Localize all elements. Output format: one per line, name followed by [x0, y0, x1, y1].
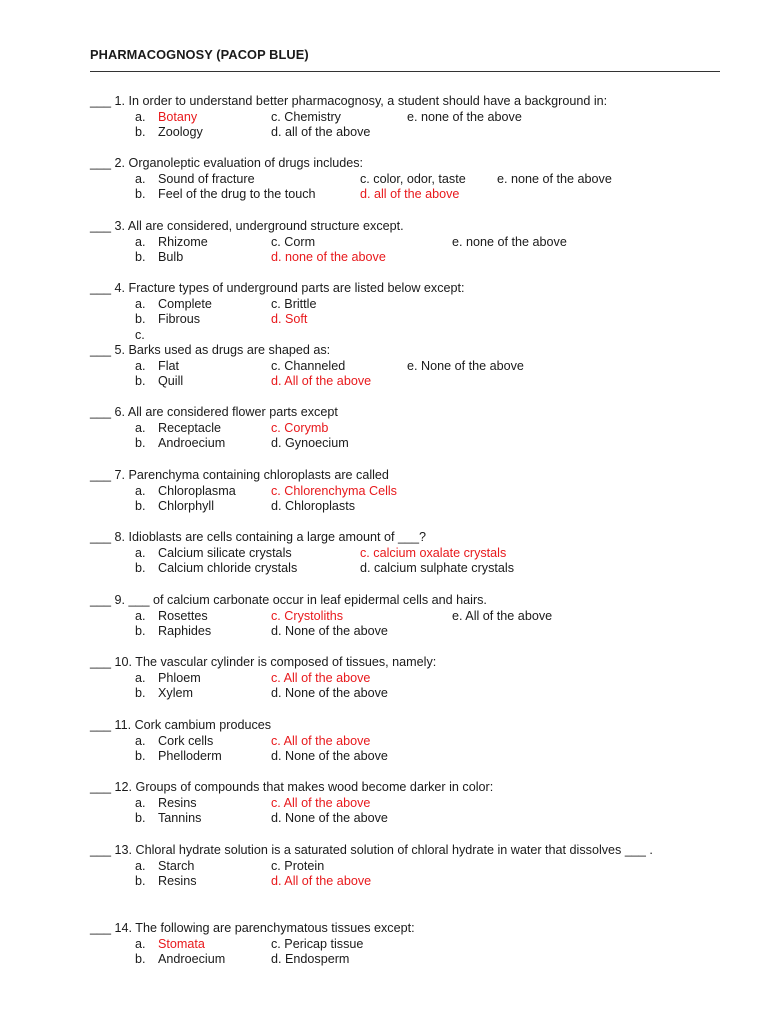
answer-blank: ___	[90, 219, 112, 233]
choice-letter: a.	[135, 483, 146, 498]
question-stem	[90, 780, 730, 796]
correct-answer: Stomata	[158, 936, 205, 951]
choice-option: c. Chemistry	[271, 109, 341, 124]
answer-blank: ___	[90, 780, 112, 794]
choice-row	[90, 297, 730, 313]
choice-option: Rhizome	[158, 234, 208, 249]
choice-option: Calcium chloride crystals	[158, 561, 298, 576]
choice-row	[90, 686, 730, 702]
question-text: 13. Chloral hydrate solution is a saturated solution of chloral hydrate in water that dissolves ___ .	[114, 843, 653, 857]
question-text: 1. In order to understand better pharmacognosy, a student should have a background in:	[114, 94, 608, 108]
choice-letter: c.	[135, 327, 145, 342]
choice-letter: a.	[135, 936, 146, 951]
choice-option: c. Brittle	[271, 296, 317, 311]
question-text: 2. Organoleptic evaluation of drugs includes:	[114, 156, 364, 170]
choice-option: Resins	[158, 874, 197, 889]
choice-row	[90, 436, 730, 452]
choice-option: Xylem	[158, 686, 193, 701]
choice-option: d. None of the above	[271, 686, 388, 701]
choice-letter: b.	[135, 125, 146, 140]
correct-answer: d. All of the above	[271, 374, 372, 389]
question-text: 8. Idioblasts are cells containing a large amount of ___?	[114, 530, 427, 544]
choice-letter: a.	[135, 795, 146, 810]
question-stem	[90, 94, 730, 110]
choice-option: Cork cells	[158, 733, 214, 748]
choice-row	[90, 561, 730, 577]
choice-option: Sound of fracture	[158, 171, 255, 186]
choice-option: e. none of the above	[407, 109, 522, 124]
choice-option: d. Chloroplasts	[271, 499, 355, 514]
question-text: 14. The following are parenchymatous tissues except:	[114, 921, 415, 935]
choice-letter: a.	[135, 608, 146, 623]
question-stem	[90, 156, 730, 172]
choice-row	[90, 749, 730, 765]
choice-option: d. calcium sulphate crystals	[360, 561, 514, 576]
correct-answer: d. all of the above	[360, 187, 460, 202]
choice-row	[90, 624, 730, 640]
question-item	[90, 780, 730, 827]
document-title: PHARMACOGNOSY (PACOP BLUE)	[90, 47, 309, 62]
choice-row	[90, 484, 730, 500]
choice-letter: b.	[135, 250, 146, 265]
choice-letter: a.	[135, 420, 146, 435]
choice-row	[90, 187, 730, 203]
choice-row	[90, 671, 730, 687]
choice-letter: a.	[135, 234, 146, 249]
choice-option: d. Endosperm	[271, 952, 350, 967]
choice-option: c. Channeled	[271, 358, 346, 373]
correct-answer: c. Crystoliths	[271, 608, 344, 623]
choice-option: Receptacle	[158, 420, 222, 435]
choice-row	[90, 125, 730, 141]
question-text: 7. Parenchyma containing chloroplasts are called	[114, 468, 389, 482]
choice-letter: b.	[135, 952, 146, 967]
question-stem	[90, 281, 730, 297]
choice-row	[90, 796, 730, 812]
choice-option: Calcium silicate crystals	[158, 545, 292, 560]
correct-answer: Botany	[158, 109, 198, 124]
answer-blank: ___	[90, 94, 112, 108]
choice-row	[90, 328, 730, 344]
question-stem	[90, 718, 730, 734]
correct-answer: c. Chlorenchyma Cells	[271, 483, 397, 498]
correct-answer: c. calcium oxalate crystals	[360, 545, 507, 560]
choice-option: d. all of the above	[271, 125, 371, 140]
choice-row	[90, 874, 730, 890]
choice-option: Starch	[158, 858, 195, 873]
question-text: 6. All are considered flower parts except	[114, 405, 338, 419]
choice-letter: a.	[135, 358, 146, 373]
choice-letter: b.	[135, 187, 146, 202]
answer-blank: ___	[90, 405, 112, 419]
question-stem	[90, 343, 730, 359]
choice-row	[90, 499, 730, 515]
choice-letter: b.	[135, 624, 146, 639]
answer-blank: ___	[90, 530, 112, 544]
choice-row	[90, 421, 730, 437]
choice-option: Complete	[158, 296, 212, 311]
choice-option: c. Protein	[271, 858, 325, 873]
question-item	[90, 281, 730, 343]
question-item	[90, 921, 730, 968]
choice-letter: b.	[135, 874, 146, 889]
question-item	[90, 156, 730, 203]
choice-option: Phloem	[158, 670, 201, 685]
choice-option: Bulb	[158, 250, 184, 265]
choice-option: d. None of the above	[271, 811, 388, 826]
choice-row	[90, 937, 730, 953]
choice-letter: a.	[135, 296, 146, 311]
choice-letter: b.	[135, 561, 146, 576]
choice-letter: a.	[135, 545, 146, 560]
choice-letter: b.	[135, 686, 146, 701]
choice-option: Feel of the drug to the touch	[158, 187, 316, 202]
question-text: 11. Cork cambium produces	[114, 718, 272, 732]
question-stem	[90, 405, 730, 421]
answer-blank: ___	[90, 655, 112, 669]
choice-option: Chloroplasma	[158, 483, 236, 498]
correct-answer: d. Soft	[271, 312, 308, 327]
title-underline	[90, 71, 720, 72]
choice-letter: b.	[135, 374, 146, 389]
choice-row	[90, 609, 730, 625]
choice-row	[90, 811, 730, 827]
choice-letter: b.	[135, 436, 146, 451]
question-item	[90, 655, 730, 702]
answer-blank: ___	[90, 156, 112, 170]
choice-letter: a.	[135, 670, 146, 685]
question-item	[90, 468, 730, 515]
question-item	[90, 219, 730, 266]
answer-blank: ___	[90, 718, 112, 732]
answer-blank: ___	[90, 468, 112, 482]
answer-blank: ___	[90, 281, 112, 295]
question-item	[90, 343, 730, 390]
question-stem	[90, 219, 730, 235]
choice-option: d. None of the above	[271, 624, 388, 639]
choice-letter: a.	[135, 858, 146, 873]
answer-blank: ___	[90, 843, 112, 857]
choice-option: Flat	[158, 358, 179, 373]
answer-blank: ___	[90, 593, 112, 607]
choice-option: e. none of the above	[452, 234, 567, 249]
choice-option: Androecium	[158, 952, 226, 967]
choice-letter: b.	[135, 499, 146, 514]
correct-answer: d. none of the above	[271, 250, 386, 265]
choice-option: Chlorphyll	[158, 499, 214, 514]
choice-option: Quill	[158, 374, 184, 389]
choice-option: Tannins	[158, 811, 202, 826]
choice-option: Raphides	[158, 624, 212, 639]
question-text: 10. The vascular cylinder is composed of tissues, namely:	[114, 655, 437, 669]
question-item	[90, 405, 730, 452]
choice-row	[90, 359, 730, 375]
choice-option: d. Gynoecium	[271, 436, 349, 451]
question-item	[90, 94, 730, 141]
question-stem	[90, 530, 730, 546]
correct-answer: c. Corymb	[271, 420, 329, 435]
choice-row	[90, 734, 730, 750]
question-stem	[90, 593, 730, 609]
choice-option: Phelloderm	[158, 749, 222, 764]
question-item	[90, 593, 730, 640]
question-stem	[90, 843, 730, 859]
choice-letter: b.	[135, 749, 146, 764]
question-text: 12. Groups of compounds that makes wood become darker in color:	[114, 780, 494, 794]
choice-letter: a.	[135, 109, 146, 124]
choice-option: c. Corm	[271, 234, 316, 249]
choice-option: e. none of the above	[497, 171, 612, 186]
choice-option: d. None of the above	[271, 749, 388, 764]
correct-answer: c. All of the above	[271, 795, 371, 810]
choice-letter: b.	[135, 811, 146, 826]
choice-row	[90, 172, 730, 188]
choice-row	[90, 859, 730, 875]
choice-letter: a.	[135, 171, 146, 186]
choice-row	[90, 374, 730, 390]
correct-answer: c. All of the above	[271, 670, 371, 685]
question-text: 3. All are considered, underground structure except.	[114, 219, 404, 233]
question-item	[90, 718, 730, 765]
choice-option: Rosettes	[158, 608, 208, 623]
choice-row	[90, 110, 730, 126]
choice-row	[90, 312, 730, 328]
choice-option: e. All of the above	[452, 608, 553, 623]
question-item	[90, 530, 730, 577]
question-text: 5. Barks used as drugs are shaped as:	[114, 343, 331, 357]
question-stem	[90, 921, 730, 937]
choice-option: Resins	[158, 795, 197, 810]
choice-option: Fibrous	[158, 312, 200, 327]
question-stem	[90, 468, 730, 484]
choice-option: c. color, odor, taste	[360, 171, 466, 186]
choice-option: Zoology	[158, 125, 203, 140]
answer-blank: ___	[90, 921, 112, 935]
choice-letter: b.	[135, 312, 146, 327]
choice-option: Androecium	[158, 436, 226, 451]
choice-row	[90, 952, 730, 968]
choice-row	[90, 235, 730, 251]
choice-option: c. Pericap tissue	[271, 936, 364, 951]
choice-row	[90, 250, 730, 266]
question-item	[90, 843, 730, 890]
answer-blank: ___	[90, 343, 112, 357]
question-text: 4. Fracture types of underground parts are listed below except:	[114, 281, 465, 295]
correct-answer: d. All of the above	[271, 874, 372, 889]
choice-option: e. None of the above	[407, 358, 524, 373]
choice-row	[90, 546, 730, 562]
question-text: 9. ___ of calcium carbonate occur in leaf epidermal cells and hairs.	[114, 593, 487, 607]
correct-answer: c. All of the above	[271, 733, 371, 748]
choice-letter: a.	[135, 733, 146, 748]
question-stem	[90, 655, 730, 671]
